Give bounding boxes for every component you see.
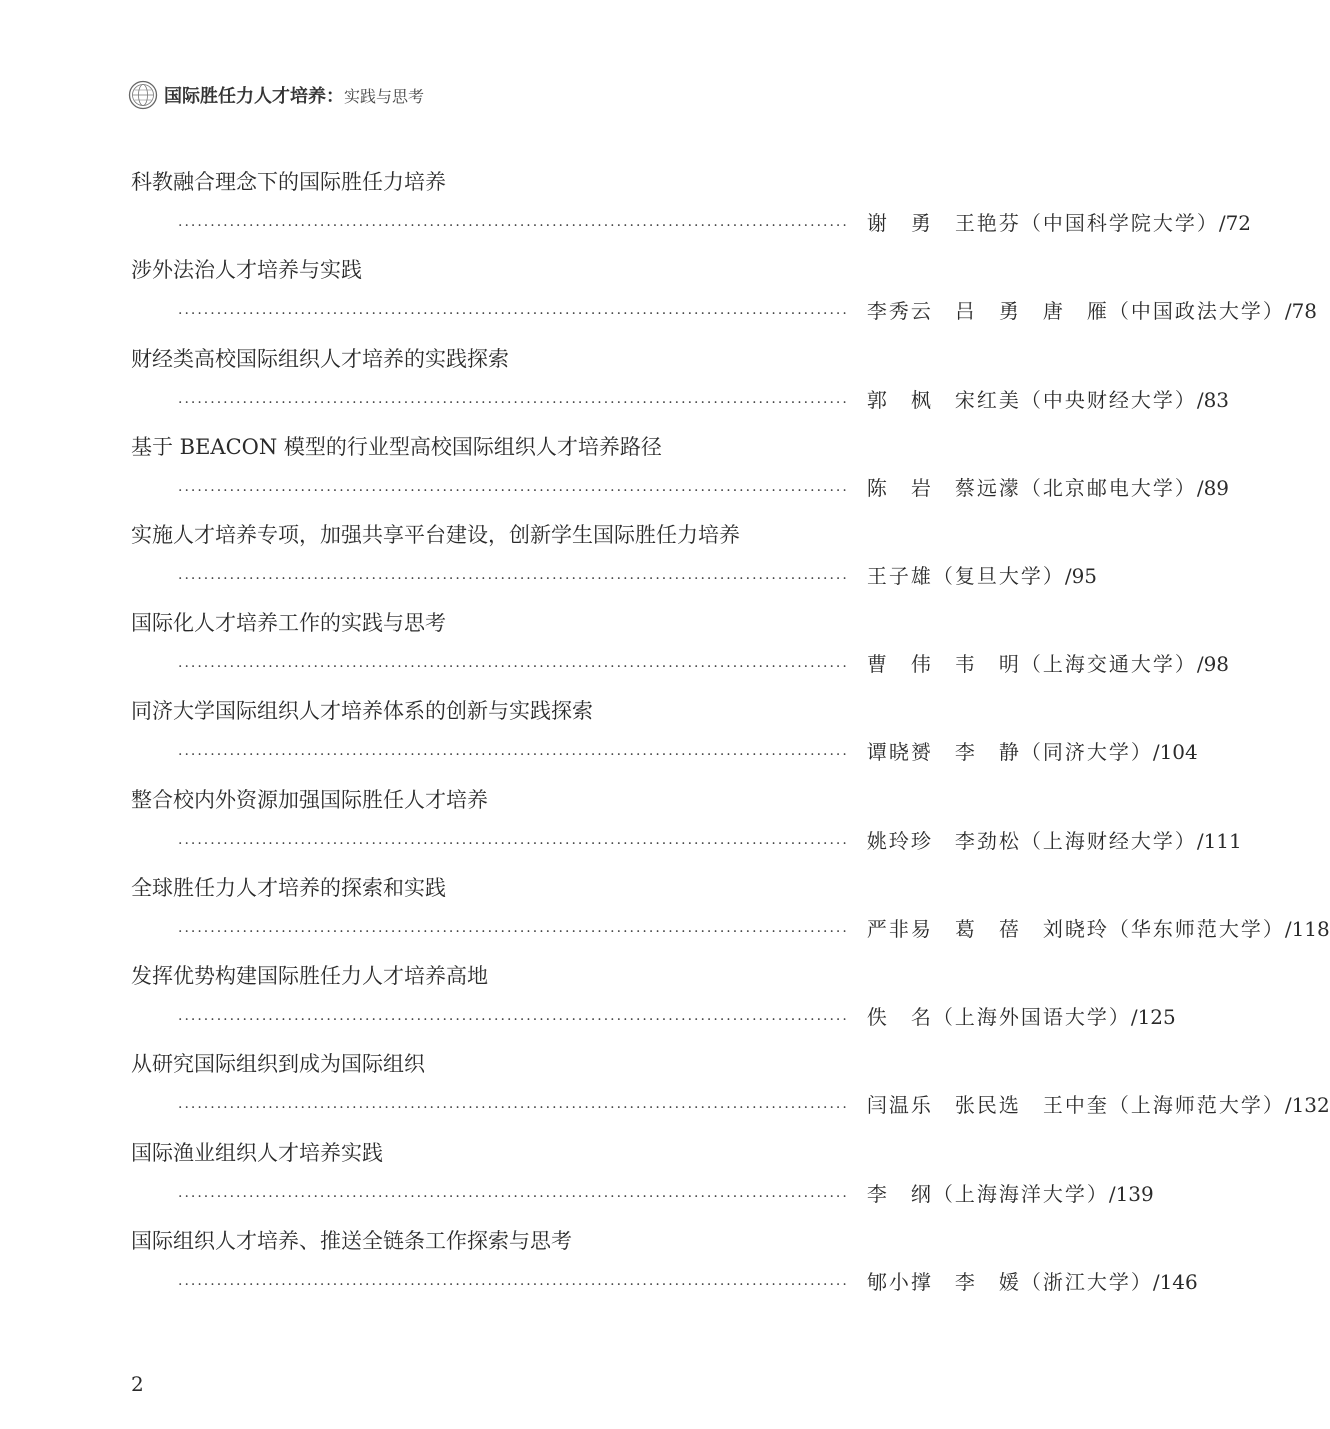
book-subtitle: 实践与思考: [344, 86, 425, 106]
entry-authors: 陈 岩 蔡远濛（北京邮电大学）: [866, 476, 1197, 500]
entry-page-number: /111: [1196, 829, 1242, 853]
entry-line: [178, 384, 1230, 413]
leader-dots: ········································································································: [178, 218, 849, 234]
entry-authors: 姚玲珍 李劲松（上海财经大学）: [866, 829, 1197, 853]
entry-line: [178, 913, 1330, 942]
entry-page-number: /78: [1284, 299, 1318, 323]
entry-title: 整合校内外资源加强国际胜任人才培养: [131, 788, 488, 812]
entry-title: 发挥优势构建国际胜任力人才培养高地: [131, 964, 488, 988]
entry-title: 从研究国际组织到成为国际组织: [131, 1052, 425, 1076]
leader-dots: ········································································································: [178, 395, 849, 411]
entry-page-number: /89: [1196, 476, 1230, 500]
globe-emblem-icon: [128, 80, 158, 110]
entry-authors: 谢 勇 王艳芬（中国科学院大学）: [866, 211, 1219, 235]
book-title: 国际胜任力人才培养：: [164, 86, 344, 107]
entry-title: 国际组织人才培养、推送全链条工作探索与思考: [131, 1229, 572, 1253]
entry-page-number: /125: [1130, 1005, 1176, 1029]
entry-authors: 严非易 葛 蓓 刘晓玲（华东师范大学）: [866, 917, 1285, 941]
entry-line: [178, 560, 1098, 589]
entry-page-number: /139: [1108, 1182, 1154, 1206]
entry-title: 同济大学国际组织人才培养体系的创新与实践探索: [131, 699, 593, 723]
leader-dots: ········································································································: [178, 571, 849, 587]
entry-title: 国际化人才培养工作的实践与思考: [131, 611, 446, 635]
entry-line: [178, 1089, 1330, 1118]
entry-authors: 谭晓赟 李 静（同济大学）: [866, 740, 1153, 764]
entry-title: 基于 BEACON 模型的行业型高校国际组织人才培养路径: [131, 435, 662, 459]
entry-line: [178, 1266, 1198, 1295]
entry-title: 财经类高校国际组织人才培养的实践探索: [131, 347, 509, 371]
leader-dots: ········································································································: [178, 836, 849, 852]
entry-line: [178, 648, 1230, 677]
leader-dots: ········································································································: [178, 483, 849, 499]
entry-authors: 郇小撑 李 媛（浙江大学）: [866, 1270, 1153, 1294]
entry-line: [178, 295, 1318, 324]
entry-page-number: /132: [1284, 1093, 1330, 1117]
entry-page-number: /95: [1064, 564, 1098, 588]
entry-authors: 佚 名（上海外国语大学）: [866, 1005, 1131, 1029]
entry-page-number: /118: [1284, 917, 1330, 941]
entry-line: [178, 736, 1198, 765]
leader-dots: ········································································································: [178, 659, 849, 675]
entry-line: [178, 1001, 1176, 1030]
entry-line: [178, 825, 1242, 854]
entry-authors: 闫温乐 张民选 王中奎（上海师范大学）: [866, 1093, 1285, 1117]
entry-title: 实施人才培养专项，加强共享平台建设，创新学生国际胜任力培养: [131, 523, 740, 547]
entry-title: 科教融合理念下的国际胜任力培养: [131, 170, 446, 194]
entry-authors: 李 纲（上海海洋大学）: [866, 1182, 1109, 1206]
entry-page-number: /98: [1196, 652, 1230, 676]
entry-authors: 李秀云 吕 勇 唐 雁（中国政法大学）: [866, 299, 1285, 323]
leader-dots: ········································································································: [178, 1189, 849, 1205]
entry-authors: 王子雄（复旦大学）: [866, 564, 1065, 588]
leader-dots: ········································································································: [178, 924, 849, 940]
entry-page-number: /146: [1152, 1270, 1198, 1294]
entry-line: [178, 1178, 1154, 1207]
entry-page-number: /104: [1152, 740, 1198, 764]
leader-dots: ········································································································: [178, 747, 849, 763]
leader-dots: ········································································································: [178, 1277, 849, 1293]
entry-title: 全球胜任力人才培养的探索和实践: [131, 876, 446, 900]
entry-authors: 曹 伟 韦 明（上海交通大学）: [866, 652, 1197, 676]
leader-dots: ········································································································: [178, 306, 849, 322]
leader-dots: ········································································································: [178, 1012, 849, 1028]
entry-authors: 郭 枫 宋红美（中央财经大学）: [866, 388, 1197, 412]
running-header: [128, 80, 424, 110]
entry-page-number: /83: [1196, 388, 1230, 412]
entry-title: 涉外法治人才培养与实践: [131, 258, 362, 282]
entry-line: [178, 472, 1230, 501]
entry-page-number: /72: [1218, 211, 1252, 235]
entry-title: 国际渔业组织人才培养实践: [131, 1141, 383, 1165]
leader-dots: ········································································································: [178, 1100, 849, 1116]
entry-line: [178, 207, 1252, 236]
page-number: 2: [131, 1372, 144, 1396]
